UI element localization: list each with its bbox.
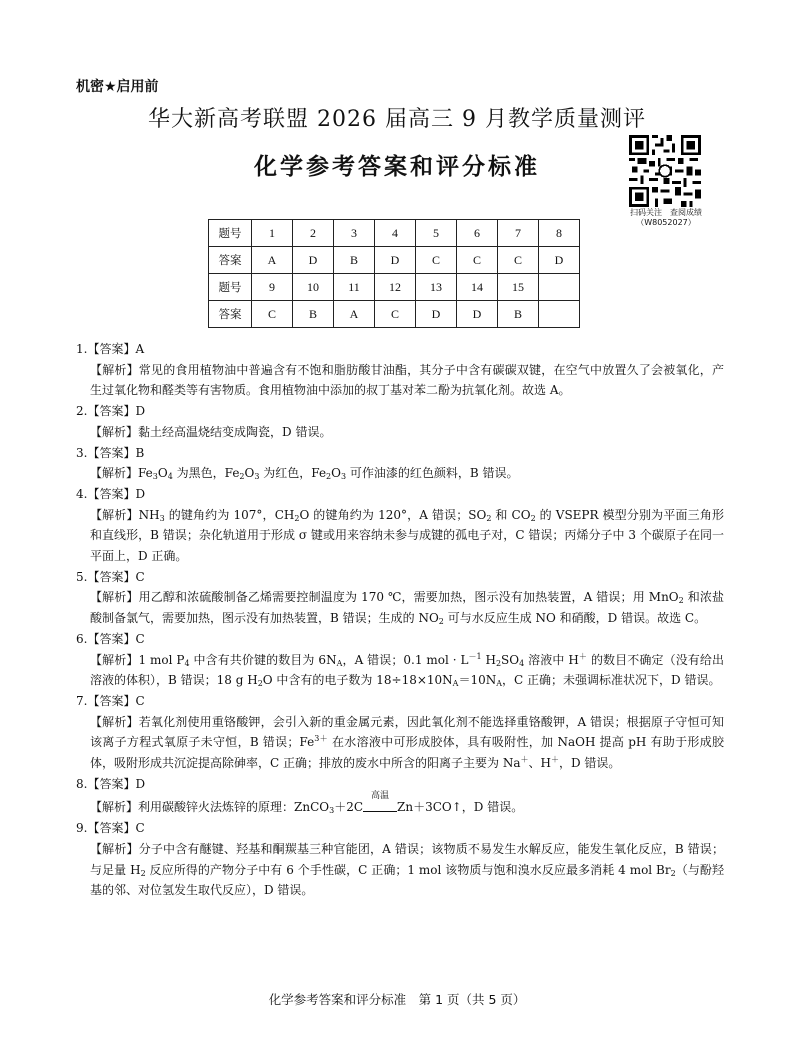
explanation-paragraph: 【解析】分子中含有醚键、羟基和酮羰基三种官能团，A 错误；该物质不易发生水解反应，能发生氧化反应，B 错误；与足量 $H_2$ 反应所得的产物分子中有 6 个手性碳，C 正确；1 mol 该物质与饱和溴水反应最多消耗 4 mol $Br_2$（与酚羟基的邻、对位氢发生取代反应），D 错误。: [90, 841, 724, 898]
table-cell: 7: [498, 220, 539, 247]
table-cell: 4: [375, 220, 416, 247]
table-header-cell: 答案: [209, 247, 252, 274]
explanation-paragraph: 【解析】$Fe_3O_4$ 为黑色，$Fe_2O_3$ 为红色，$Fe_2O_3$ 可作油漆的红色颜料，B 错误。: [90, 466, 519, 482]
table-cell: 14: [457, 274, 498, 301]
table-cell: D: [293, 247, 334, 274]
table-cell: C: [416, 247, 457, 274]
table-cell: B: [293, 301, 334, 328]
qr-caption: [614, 208, 718, 228]
table-cell: D: [539, 247, 580, 274]
table-cell: C: [457, 247, 498, 274]
page-footer: 化学参考答案和评分标准 第 1 页（共 5 页）: [268, 992, 526, 1007]
explanation-paragraph: 【解析】$NH_3$ 的键角约为 107°，$CH_2O$ 的键角约为 120°，A 错误；$SO_2$ 和 $CO_2$ 的 VSEPR 模型分别为平面三角形和直线形，B 错误；杂化轨道用于形成 σ 键或用来容纳未参与成键的孤电子对，C 错误；丙烯分子中 3 个碳原子在同一平面上，D 正确。: [90, 507, 724, 564]
answer-line: 1.【答案】A: [76, 342, 145, 356]
explanation-paragraph: 【解析】常见的食用植物油中普遍含有不饱和脂肪酸甘油酯，其分子中含有碳碳双键，在空气中放置久了会被氧化，产生过氧化物和醛类等有害物质。食用植物油中添加的叔丁基对苯二酚为抗氧化剂。故选 A。: [90, 362, 724, 398]
answer-table: [208, 219, 580, 328]
table-row: [209, 220, 580, 247]
table-cell: 6: [457, 220, 498, 247]
confidential-mark: 机密★启用前: [76, 79, 159, 95]
reaction-condition: 高温: [371, 791, 390, 802]
answer-line: 9.【答案】C: [76, 821, 145, 836]
table-cell: A: [334, 301, 375, 328]
answer-line: 6.【答案】C: [76, 631, 145, 646]
explanation-paragraph: 【解析】黏土经高温烧结变成陶瓷，D 错误。: [90, 424, 332, 439]
table-cell: C: [498, 247, 539, 274]
table-cell: 10: [293, 274, 334, 301]
table-cell: B: [498, 301, 539, 328]
table-cell: [539, 274, 580, 301]
explanation-paragraph: 【解析】若氧化剂使用重铬酸钾，会引入新的重金属元素，因此氧化剂不能选择重铬酸钾，A 错误；根据原子守恒可知该离子方程式氧原子未守恒，B 错误；$Fe^{3+}$ 在水溶液中可形成胶体，具有吸附性，加 NaOH 提高 pH 有助于形成胶体，吸附形成共沉淀提高除砷率，C 正确；排放的废水中所含的阳离子主要为 Na＋、H＋，D 错误。: [90, 714, 724, 771]
answer-line: 5.【答案】C: [76, 569, 145, 584]
table-cell: D: [416, 301, 457, 328]
table-cell: 9: [252, 274, 293, 301]
answer-line: 2.【答案】D: [76, 404, 146, 419]
table-row: [209, 247, 580, 274]
table-cell: B: [334, 247, 375, 274]
table-row: [209, 301, 580, 328]
explanation-paragraph: 【解析】1 mol $P_4$ 中含有共价键的数目为 $6N_A$，A 错误；0.1 mol · $L^{-1}$ $H_2SO_4$ 溶液中 H＋ 的数目不确定（没有给出溶液的体积），B 错误；18 g $H_2O$ 中含有的电子数为 $18\div 18\times 10N_A=10N_A$，C 正确；未强调标准状况下，D 错误。: [90, 651, 725, 689]
qr-code-icon[interactable]: [629, 135, 701, 207]
table-cell: 15: [498, 274, 539, 301]
table-cell: 2: [293, 220, 334, 247]
page-subtitle: 化学参考答案和评分标准: [254, 154, 540, 180]
answer-line: 4.【答案】D: [76, 486, 146, 501]
table-cell: 12: [375, 274, 416, 301]
table-cell: C: [252, 301, 293, 328]
explanation-paragraph: 【解析】用乙醇和浓硫酸制备乙烯需要控制温度为 170 ℃，需要加热，图示没有加热装置，A 错误；用 MnO$_2$ 和浓盐酸制备氯气，需要加热，图示没有加热装置，B 错误；生成的 $NO_2$ 可与水反应生成 NO 和硝酸，D 错误。故选 C。: [90, 590, 724, 627]
answer-line: 8.【答案】D: [76, 776, 146, 791]
table-cell: A: [252, 247, 293, 274]
reaction-arrow: [363, 791, 397, 812]
answer-line: 7.【答案】C: [76, 693, 145, 708]
table-cell: C: [375, 301, 416, 328]
explanation-paragraph: 【解析】利用碳酸锌火法炼锌的原理：ZnCO$_3$＋2C 高温 Zn＋3CO↑，D 错误。: [90, 791, 524, 816]
table-row: [209, 274, 580, 301]
table-cell: D: [457, 301, 498, 328]
table-cell: 13: [416, 274, 457, 301]
answer-line: 3.【答案】B: [76, 445, 145, 460]
table-header-cell: 题号: [209, 220, 252, 247]
table-cell: 8: [539, 220, 580, 247]
table-cell: [539, 301, 580, 328]
qr-caption-code: （W8052027）: [636, 218, 696, 227]
table-cell: 3: [334, 220, 375, 247]
table-cell: 5: [416, 220, 457, 247]
table-cell: D: [375, 247, 416, 274]
table-cell: 1: [252, 220, 293, 247]
table-header-cell: 答案: [209, 301, 252, 328]
qr-caption-line1: 扫码关注 查阅成绩: [630, 208, 702, 217]
table-header-cell: 题号: [209, 274, 252, 301]
page-title: 华大新高考联盟 2026 届高三 9 月教学质量测评: [148, 107, 646, 132]
explanations-section: [76, 339, 724, 901]
table-cell: 11: [334, 274, 375, 301]
